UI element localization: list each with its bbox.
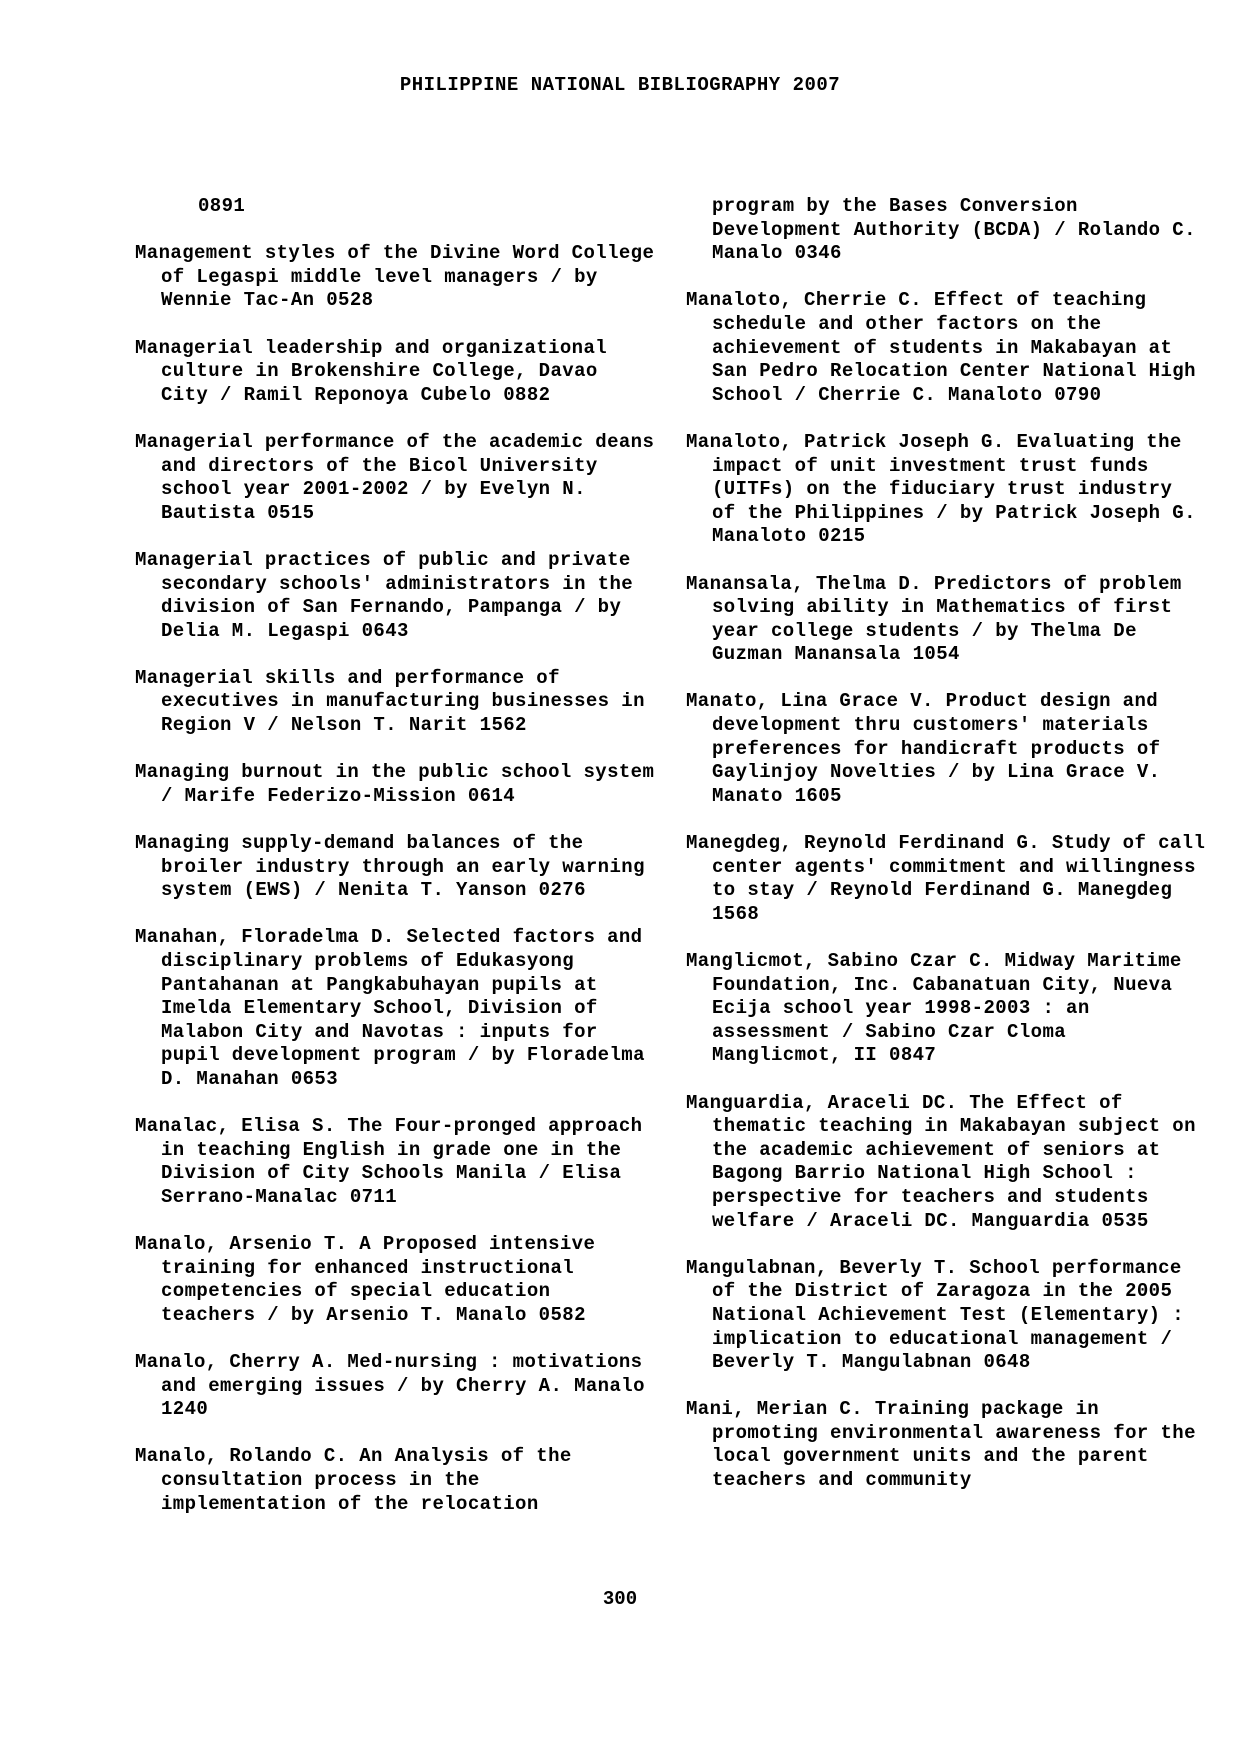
bib-entry: Manaloto, Patrick Joseph G. Evaluating the impact of unit investment trust funds (UITFs) on the fiduciary trust industry of the Philippines / by Patrick Joseph G. Manaloto 0215 [686,430,1196,548]
bib-entry: Managerial leadership and organizational culture in Brokenshire College, Davao City / Ramil Reponoya Cubelo 0882 [135,336,608,406]
bib-entry: Mangulabnan, Beverly T. School performance of the District of Zaragoza in the 2005 National Achievement Test (Elementary) : implication to educational management / Beverly T. Mangulabnan 0648 [686,1256,1185,1374]
bib-entry: Managing burnout in the public school system / Marife Federizo-Mission 0614 [135,761,655,807]
bib-entry: Managing supply-demand balances of the broiler industry through an early warning system (EWS) / Nenita T. Yanson 0276 [135,832,645,902]
bib-entry: Manguardia, Araceli DC. The Effect of thematic teaching in Makabayan subject on the academic achievement of seniors at Bagong Barrio National High School : perspective for teachers and students welfare / Araceli DC. Manguardia 0535 [686,1091,1196,1232]
bib-entry: Mani, Merian C. Training package in promoting environmental awareness for the local government units and the parent teachers and community [686,1398,1196,1492]
bib-entry: Manansala, Thelma D. Predictors of problem solving ability in Mathematics of first year college students / by Thelma De Guzman Manansala 1054 [686,572,1182,666]
right-column [686,195,1206,1516]
bib-entry: Manalo, Cherry A. Med-nursing : motivations and emerging issues / by Cherry A. Manalo 1240 [135,1351,645,1421]
bib-entry: Managerial skills and performance of executives in manufacturing businesses in Region V / Nelson T. Narit 1562 [135,666,645,737]
bib-entry: Managerial performance of the academic deans and directors of the Bicol University school year 2001-2002 / by Evelyn N. Bautista 0515 [135,430,655,524]
bib-entry: Manaloto, Cherrie C. Effect of teaching schedule and other factors on the achievement of students in Makabayan at San Pedro Relocation Center National High School / Cherrie C. Manaloto 0790 [686,289,1196,406]
bib-entry: Manglicmot, Sabino Czar C. Midway Maritime Foundation, Inc. Cabanatuan City, Nueva Ecija school year 1998-2003 : an assessment / Sabino Czar Cloma Manglicmot, II 0847 [686,950,1182,1067]
left-column [135,195,655,1540]
bib-entry-continuation: program by the Bases Conversion Development Authority (BCDA) / Rolando C. Manalo 0346 [712,195,1196,265]
bib-entry: Management styles of the Divine Word College of Legaspi middle level managers / by Wennie Tac-An 0528 [135,242,655,312]
page-number: 300 [602,1588,638,1610]
bib-entry: Manato, Lina Grace V. Product design and development thru customers' materials preferences for handicraft products of Gaylinjoy Novelties / by Lina Grace V. Manato 1605 [686,690,1161,807]
bib-entry: Manalac, Elisa S. The Four-pronged approach in teaching English in grade one in the Division of City Schools Manila / Elisa Serrano-Manalac 0711 [135,1115,643,1208]
bib-entry: Managerial practices of public and private secondary schools' administrators in the division of San Fernando, Pampanga / by Delia M. Legaspi 0643 [135,548,634,642]
bib-entry: Manegdeg, Reynold Ferdinand G. Study of call center agents' commitment and willingness to stay / Reynold Ferdinand G. Manegdeg 1568 [686,832,1206,925]
bib-entry-continuation-number: 0891 [198,195,246,217]
bib-entry: Manalo, Arsenio T. A Proposed intensive training for enhanced instructional competencies of special education teachers / by Arsenio T. Manalo 0582 [135,1233,596,1326]
bib-entry: Manalo, Rolando C. An Analysis of the consultation process in the implementation of the relocation [135,1445,572,1515]
bib-entry: Manahan, Floradelma D. Selected factors and disciplinary problems of Edukasyong Pantahanan at Pangkabuhayan pupils at Imelda Elementary School, Division of Malabon City and Navotas : inputs for pupil development program / by Floradelma D. Manahan 0653 [135,926,645,1090]
page-header: PHILIPPINE NATIONAL BIBLIOGRAPHY 2007 [399,74,841,96]
